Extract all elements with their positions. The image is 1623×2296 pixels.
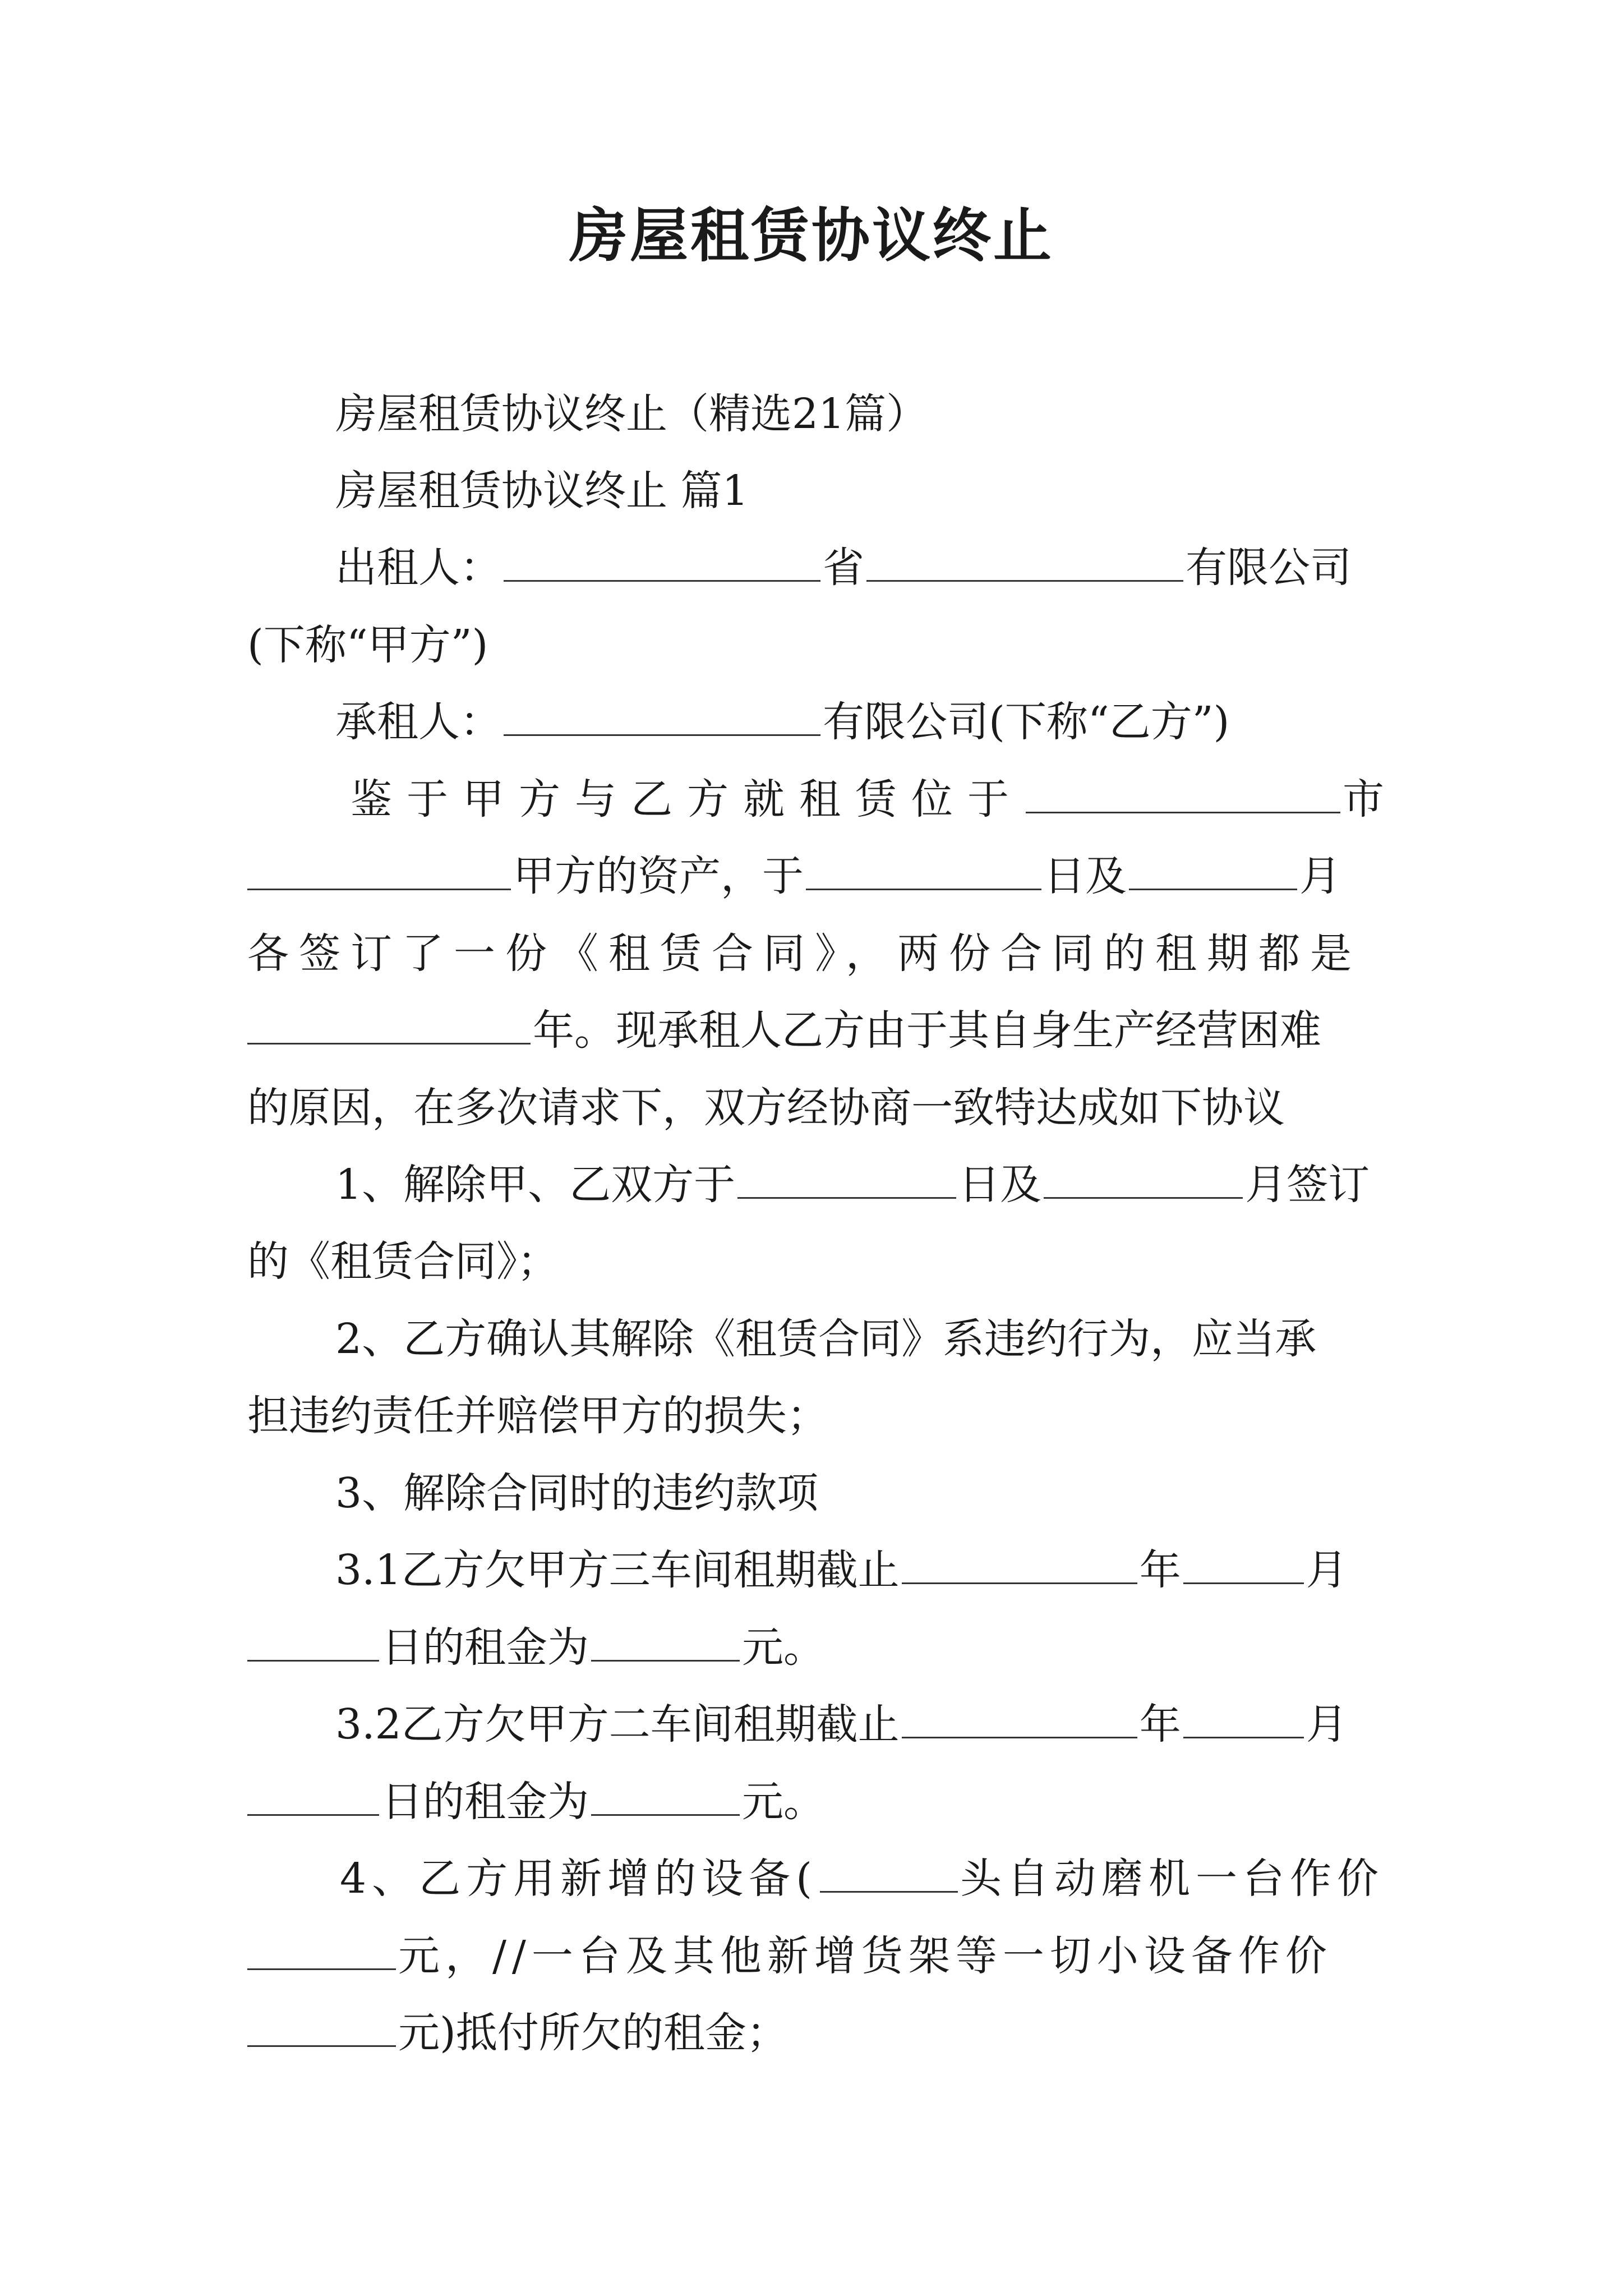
- clause-4-d: 元)抵付所欠的租金；: [398, 2009, 788, 2057]
- clause-3-1-a: 3.1乙方欠甲方三车间租期截止: [335, 1546, 900, 1594]
- recital-location-blank: [247, 848, 511, 890]
- clause-3-2-b: 年: [1139, 1700, 1181, 1749]
- recital-date-blank-1: [806, 848, 1041, 890]
- clause-4-price-blank-1: [247, 1928, 396, 1970]
- clause-4-grinder-blank: [820, 1851, 958, 1893]
- company-text: 有限公司: [1186, 544, 1352, 592]
- recital-3-text: 各签订了一份《租赁合同》，两份合同的租期都是: [247, 930, 1362, 978]
- section-heading-line: [335, 463, 749, 519]
- lessor-line: [335, 540, 1384, 596]
- recital-line-1: [351, 771, 1384, 827]
- lessee-company-blank: [504, 694, 820, 736]
- clause-3-1-year-blank: [902, 1542, 1137, 1584]
- clause-1-c: 月签订: [1245, 1161, 1370, 1209]
- recital-city-blank: [1026, 771, 1340, 813]
- document-title: 房屋租赁协议终止: [569, 201, 1054, 270]
- subtitle-line: [335, 386, 928, 442]
- recital-line-4: [247, 1002, 1321, 1059]
- lessee-label: 承租人：: [335, 698, 501, 746]
- clause-1-date-blank-2: [1044, 1157, 1243, 1199]
- recital-5-text: 的原因，在多次请求下，双方经协商一致特达成如下协议: [247, 1084, 1285, 1132]
- clause-4-a: 4、乙方用新增的设备(: [340, 1855, 818, 1903]
- clause-3-line: [335, 1465, 818, 1521]
- lessee-line: [335, 694, 1229, 750]
- clause-3-2-line: [335, 1696, 1348, 1752]
- recital-4-text: 年。现承租人乙方由于其自身生产经营困难: [533, 1006, 1321, 1055]
- recital-2-c: 月: [1299, 852, 1341, 900]
- clause-1-b: 日及: [958, 1161, 1042, 1209]
- clause-4-cont-line: [247, 1928, 1384, 1984]
- clause-3-2-amount-blank: [591, 1774, 740, 1816]
- clause-4-price-blank-2: [247, 2005, 396, 2047]
- clause-2-line: [335, 1311, 1316, 1367]
- lessor-label: 出租人：: [335, 544, 501, 592]
- clause-3-2-year-blank: [902, 1696, 1137, 1738]
- recital-term-blank: [247, 1002, 531, 1045]
- clause-3-2-c: 月: [1306, 1700, 1348, 1749]
- clause-1-cont-line: [247, 1234, 559, 1290]
- recital-line-5: [247, 1080, 1285, 1136]
- province-text: 省: [823, 544, 864, 592]
- lessor-cont-line: [247, 617, 488, 673]
- clause-2-cont-text: 担违约责任并赔偿甲方的损失；: [247, 1392, 828, 1440]
- clause-3-2-a: 3.2乙方欠甲方二车间租期截止: [335, 1700, 900, 1749]
- clause-2-cont-line: [247, 1388, 828, 1444]
- recital-2-a: 甲方的资产，于: [513, 852, 804, 900]
- clause-3-2-cont-line: [247, 1774, 825, 1830]
- clause-3-2-d: 日的租金为: [381, 1778, 589, 1826]
- clause-3-1-line: [335, 1542, 1348, 1598]
- clause-4-c: 元，//一台及其他新增货架等一切小设备作价: [398, 1932, 1332, 1980]
- recital-line-3: [247, 926, 1384, 982]
- lessor-province-blank: [504, 540, 820, 582]
- lessee-alias-text: 有限公司(下称“乙方”): [823, 698, 1230, 746]
- clause-1-line: [335, 1157, 1370, 1213]
- clause-4-b: 头自动磨机一台作价: [960, 1855, 1384, 1903]
- clause-3-1-month-blank: [1183, 1542, 1304, 1584]
- recital-2-b: 日及: [1044, 852, 1127, 900]
- clause-1-a: 1、解除甲、乙双方于: [335, 1161, 736, 1209]
- clause-4-end-line: [247, 2005, 788, 2061]
- lessor-company-blank: [866, 540, 1183, 582]
- clause-3-2-day-blank: [247, 1774, 379, 1816]
- clause-4-line: [340, 1851, 1384, 1907]
- recital-date-blank-2: [1129, 848, 1297, 890]
- clause-3-1-b: 年: [1139, 1546, 1181, 1594]
- lessor-alias-text: (下称“甲方”): [247, 621, 488, 669]
- recital-line-2: [247, 848, 1384, 904]
- clause-3-1-day-blank: [247, 1619, 379, 1662]
- recital-city-text: 市: [1343, 775, 1384, 823]
- clause-3-1-amount-blank: [591, 1619, 740, 1662]
- section-heading-text: 房屋租赁协议终止 篇1: [335, 467, 749, 515]
- clause-1-date-blank-1: [737, 1157, 956, 1199]
- clause-2-text: 2、乙方确认其解除《租赁合同》系违约行为，应当承: [335, 1315, 1317, 1363]
- recital-1-text: 鉴于甲方与乙方就租赁位于: [351, 775, 1023, 823]
- clause-3-1-cont-line: [247, 1619, 825, 1676]
- clause-3-1-c: 月: [1306, 1546, 1348, 1594]
- clause-3-2-e: 元。: [742, 1778, 825, 1826]
- clause-3-1-e: 元。: [742, 1623, 825, 1672]
- clause-3-1-d: 日的租金为: [381, 1623, 589, 1672]
- clause-3-text: 3、解除合同时的违约款项: [335, 1469, 819, 1517]
- clause-1-cont-text: 的《租赁合同》；: [247, 1237, 559, 1286]
- subtitle-text: 房屋租赁协议终止（精选21篇）: [335, 390, 928, 438]
- clause-3-2-month-blank: [1183, 1696, 1304, 1738]
